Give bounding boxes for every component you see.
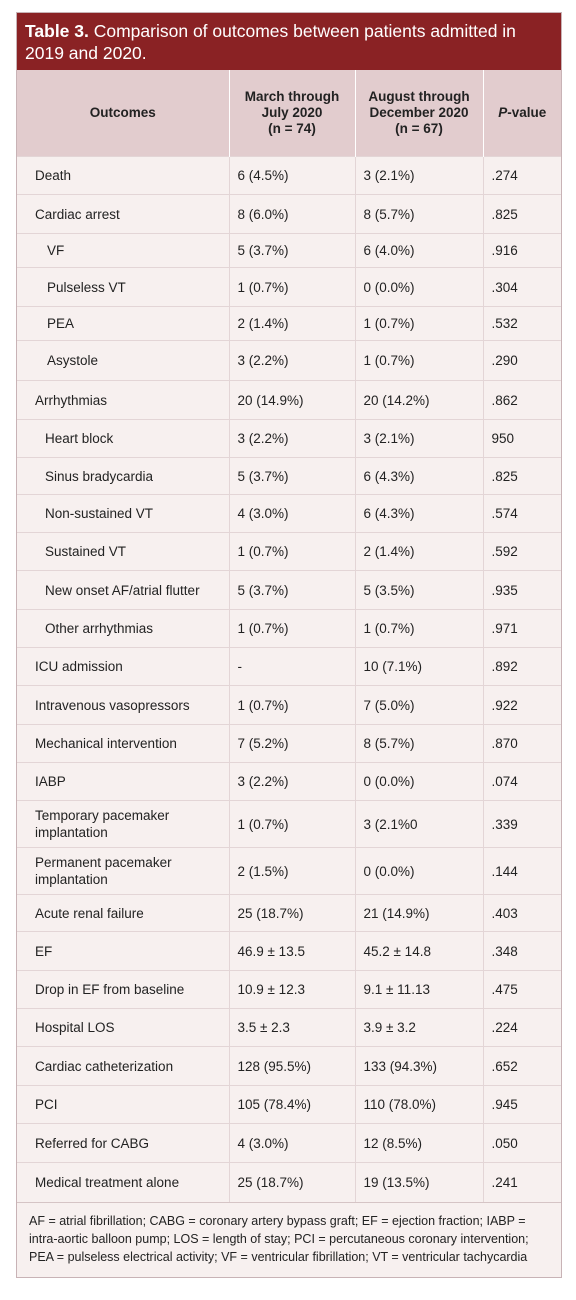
value-august-december: 2 (1.4%) <box>355 533 483 571</box>
value-august-december: 5 (3.5%) <box>355 571 483 610</box>
row-label: Medical treatment alone <box>17 1163 229 1202</box>
value-march-july: 3 (2.2%) <box>229 763 355 801</box>
outcomes-table <box>17 70 561 1202</box>
row-label: Cardiac arrest <box>17 195 229 234</box>
row-label: Acute renal failure <box>17 895 229 932</box>
table-row <box>17 1086 561 1124</box>
table-caption: Comparison of outcomes between patients admitted in 2019 and 2020. <box>25 21 516 63</box>
p-value: .290 <box>483 341 561 381</box>
table-row <box>17 725 561 763</box>
p-value: .825 <box>483 195 561 234</box>
table-row <box>17 157 561 195</box>
value-august-december: 10 (7.1%) <box>355 648 483 686</box>
value-march-july: 128 (95.5%) <box>229 1047 355 1086</box>
table-row <box>17 686 561 725</box>
table-row <box>17 932 561 971</box>
value-august-december: 6 (4.3%) <box>355 495 483 533</box>
table-row <box>17 458 561 495</box>
row-label: ICU admission <box>17 648 229 686</box>
value-march-july: 5 (3.7%) <box>229 571 355 610</box>
p-value: .403 <box>483 895 561 932</box>
p-value: .922 <box>483 686 561 725</box>
value-march-july: 2 (1.4%) <box>229 307 355 341</box>
value-august-december: 21 (14.9%) <box>355 895 483 932</box>
table-row <box>17 1124 561 1163</box>
row-label: New onset AF/atrial flutter <box>17 571 229 610</box>
table-row <box>17 971 561 1009</box>
header-p-value: P-value <box>483 70 561 157</box>
p-value: .892 <box>483 648 561 686</box>
row-label: Arrhythmias <box>17 381 229 420</box>
row-label: IABP <box>17 763 229 801</box>
value-march-july: 5 (3.7%) <box>229 458 355 495</box>
value-march-july: 5 (3.7%) <box>229 234 355 268</box>
value-august-december: 12 (8.5%) <box>355 1124 483 1163</box>
row-label: Intravenous vasopressors <box>17 686 229 725</box>
value-march-july: 2 (1.5%) <box>229 848 355 895</box>
table-row <box>17 495 561 533</box>
p-value: .475 <box>483 971 561 1009</box>
table-row <box>17 307 561 341</box>
table-row <box>17 571 561 610</box>
value-august-december: 133 (94.3%) <box>355 1047 483 1086</box>
value-march-july: 1 (0.7%) <box>229 686 355 725</box>
table-row <box>17 268 561 307</box>
outcomes-table-figure <box>16 12 562 1278</box>
row-label: Death <box>17 157 229 195</box>
value-march-july: 25 (18.7%) <box>229 895 355 932</box>
p-value: .592 <box>483 533 561 571</box>
value-march-july: 7 (5.2%) <box>229 725 355 763</box>
value-august-december: 0 (0.0%) <box>355 763 483 801</box>
table-row <box>17 801 561 848</box>
header-august-december: August through December 2020 (n = 67) <box>355 70 483 157</box>
row-label: Heart block <box>17 420 229 458</box>
row-label: Referred for CABG <box>17 1124 229 1163</box>
value-march-july: 6 (4.5%) <box>229 157 355 195</box>
table-row <box>17 848 561 895</box>
p-value: .935 <box>483 571 561 610</box>
row-label: Cardiac catheterization <box>17 1047 229 1086</box>
table-row <box>17 341 561 381</box>
table-row <box>17 1047 561 1086</box>
value-august-december: 1 (0.7%) <box>355 307 483 341</box>
table-row <box>17 1163 561 1202</box>
row-label: Temporary pacemaker implantation <box>17 801 229 848</box>
table-title <box>17 13 561 70</box>
value-march-july: 1 (0.7%) <box>229 610 355 648</box>
p-value: .862 <box>483 381 561 420</box>
value-august-december: 110 (78.0%) <box>355 1086 483 1124</box>
p-value: .339 <box>483 801 561 848</box>
row-label: Other arrhythmias <box>17 610 229 648</box>
value-march-july: 105 (78.4%) <box>229 1086 355 1124</box>
value-august-december: 0 (0.0%) <box>355 268 483 307</box>
row-label: Drop in EF from baseline <box>17 971 229 1009</box>
row-label: VF <box>17 234 229 268</box>
header-outcomes: Outcomes <box>17 70 229 157</box>
p-value: .074 <box>483 763 561 801</box>
row-label: Pulseless VT <box>17 268 229 307</box>
row-label: Hospital LOS <box>17 1009 229 1047</box>
value-march-july: - <box>229 648 355 686</box>
value-august-december: 1 (0.7%) <box>355 610 483 648</box>
value-march-july: 4 (3.0%) <box>229 1124 355 1163</box>
value-march-july: 3 (2.2%) <box>229 420 355 458</box>
p-value: .971 <box>483 610 561 648</box>
value-august-december: 3 (2.1%) <box>355 157 483 195</box>
table-row <box>17 420 561 458</box>
value-august-december: 19 (13.5%) <box>355 1163 483 1202</box>
p-value: .825 <box>483 458 561 495</box>
p-value: .144 <box>483 848 561 895</box>
row-label: Asystole <box>17 341 229 381</box>
value-august-december: 0 (0.0%) <box>355 848 483 895</box>
p-value: .241 <box>483 1163 561 1202</box>
value-august-december: 6 (4.3%) <box>355 458 483 495</box>
value-august-december: 3 (2.1%) <box>355 420 483 458</box>
table-row <box>17 895 561 932</box>
value-march-july: 46.9 ± 13.5 <box>229 932 355 971</box>
p-value: .532 <box>483 307 561 341</box>
p-value: .050 <box>483 1124 561 1163</box>
value-august-december: 9.1 ± 11.13 <box>355 971 483 1009</box>
p-value: .945 <box>483 1086 561 1124</box>
table-row <box>17 763 561 801</box>
table-row <box>17 533 561 571</box>
p-value: 950 <box>483 420 561 458</box>
p-value: .652 <box>483 1047 561 1086</box>
table-row <box>17 381 561 420</box>
table-number: Table 3. <box>25 21 89 41</box>
p-value: .348 <box>483 932 561 971</box>
row-label: Mechanical intervention <box>17 725 229 763</box>
value-march-july: 3 (2.2%) <box>229 341 355 381</box>
p-value: .574 <box>483 495 561 533</box>
row-label: Sustained VT <box>17 533 229 571</box>
value-august-december: 20 (14.2%) <box>355 381 483 420</box>
table-footnote: AF = atrial fibrillation; CABG = coronary artery bypass graft; EF = ejection fraction; IABP = intra-aortic balloon pump; LOS = length of stay; PCI = percutaneous coronary intervention; PEA = pulseless electrical activity; VF = ventricular fibrillation; VT = ventricular tachycardia <box>17 1202 561 1277</box>
table-row <box>17 195 561 234</box>
table-row <box>17 1009 561 1047</box>
table-row <box>17 234 561 268</box>
value-march-july: 1 (0.7%) <box>229 801 355 848</box>
value-march-july: 4 (3.0%) <box>229 495 355 533</box>
value-august-december: 8 (5.7%) <box>355 725 483 763</box>
p-value: .870 <box>483 725 561 763</box>
header-march-july: March through July 2020 (n = 74) <box>229 70 355 157</box>
table-row <box>17 648 561 686</box>
value-august-december: 3 (2.1%0 <box>355 801 483 848</box>
row-label: PEA <box>17 307 229 341</box>
value-march-july: 8 (6.0%) <box>229 195 355 234</box>
p-value: .224 <box>483 1009 561 1047</box>
value-march-july: 1 (0.7%) <box>229 268 355 307</box>
value-august-december: 3.9 ± 3.2 <box>355 1009 483 1047</box>
header-row <box>17 70 561 157</box>
value-march-july: 1 (0.7%) <box>229 533 355 571</box>
table-row <box>17 610 561 648</box>
value-march-july: 20 (14.9%) <box>229 381 355 420</box>
p-value: .916 <box>483 234 561 268</box>
value-august-december: 8 (5.7%) <box>355 195 483 234</box>
value-august-december: 6 (4.0%) <box>355 234 483 268</box>
row-label: Sinus bradycardia <box>17 458 229 495</box>
value-august-december: 1 (0.7%) <box>355 341 483 381</box>
p-value: .304 <box>483 268 561 307</box>
value-august-december: 7 (5.0%) <box>355 686 483 725</box>
row-label: Non-sustained VT <box>17 495 229 533</box>
row-label: PCI <box>17 1086 229 1124</box>
value-august-december: 45.2 ± 14.8 <box>355 932 483 971</box>
value-march-july: 25 (18.7%) <box>229 1163 355 1202</box>
row-label: Permanent pacemaker implantation <box>17 848 229 895</box>
row-label: EF <box>17 932 229 971</box>
value-march-july: 3.5 ± 2.3 <box>229 1009 355 1047</box>
value-march-july: 10.9 ± 12.3 <box>229 971 355 1009</box>
p-value: .274 <box>483 157 561 195</box>
